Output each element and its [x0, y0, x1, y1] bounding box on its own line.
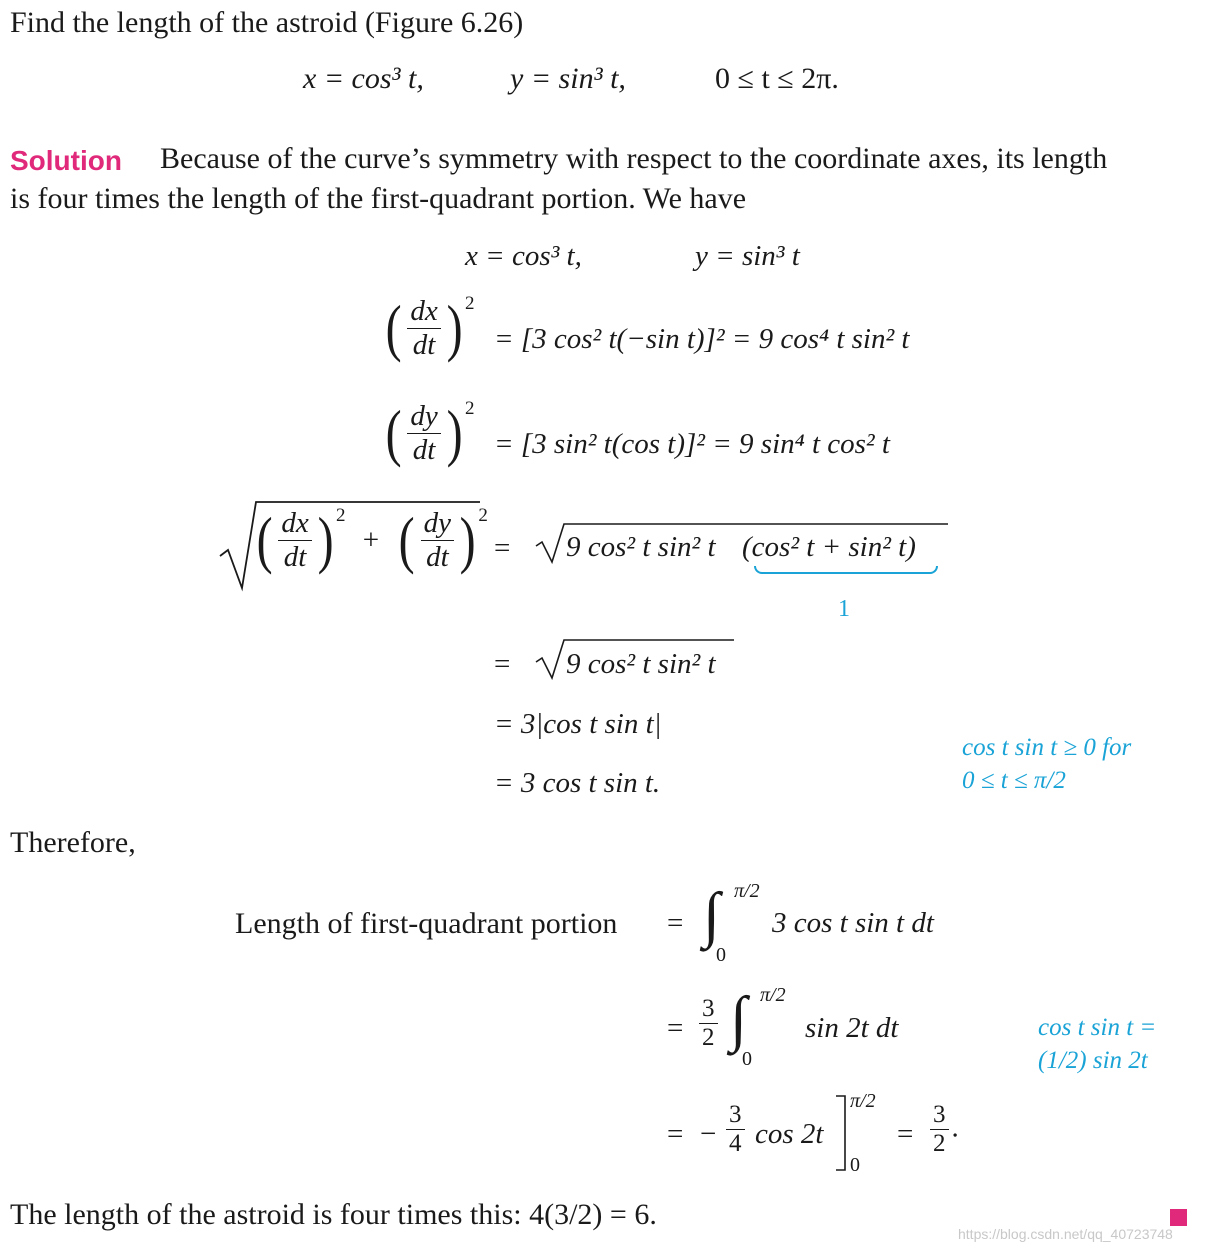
integral-2-upper: π/2 [760, 984, 786, 1006]
note-1-line-1: cos t sin t ≥ 0 for [962, 734, 1132, 761]
note-1-line-2: 0 ≤ t ≤ π/2 [962, 766, 1066, 794]
therefore: Therefore, [10, 826, 136, 859]
dy-dt-squared: ( $\frac{dy}{dt}$ ) 2 [385, 397, 475, 468]
integrand-1: 3 cos t sin t dt [772, 907, 934, 939]
dx-dt-squared: ( $\frac{dx}{dt}$ ) 2 [385, 292, 475, 363]
line-sqrt-content: 9 cos² t sin² t [566, 648, 716, 680]
sqrt-rhs-a: 9 cos² t sin² t [566, 531, 716, 563]
coef-frac: $\frac{3}{2}$ [696, 996, 721, 1052]
line-sqrt-equals: = [494, 648, 511, 680]
note-2-line-2: (1/2) sin 2t [1038, 1046, 1148, 1074]
equation-x: x = cos³ t, [303, 62, 424, 95]
solution-line-1: Because of the curve’s symmetry with respect to the coordinate axes, its length [160, 142, 1108, 175]
eval-upper: π/2 [850, 1090, 876, 1112]
minus-sign: − [700, 1118, 717, 1150]
eval-cos2t: cos 2t [755, 1118, 824, 1150]
dx-rhs: = [3 cos² t(−sin t)]² = 9 cos⁴ t sin² t [494, 323, 910, 355]
eval-equals: = [667, 1118, 684, 1150]
line-abs: = 3|cos t sin t| [494, 708, 662, 740]
integral-sign-1: ∫ [703, 881, 720, 949]
note-2 [1038, 1012, 1156, 1077]
integral-1-lower: 0 [716, 944, 726, 966]
integral-equals-2: = [667, 1012, 684, 1044]
note-1 [962, 732, 1131, 797]
conclusion: The length of the astroid is four times this: 4(3/2) = 6. [10, 1198, 657, 1231]
solution-label: Solution [10, 145, 122, 176]
solution-line-2: is four times the length of the first-quadrant portion. We have [10, 182, 747, 215]
integral-sign-2: ∫ [730, 985, 747, 1053]
sqrt-equals: = [494, 532, 511, 564]
step-y: y = sin³ t [695, 240, 800, 272]
integrand-2: sin 2t dt [805, 1012, 899, 1044]
result-equals: = [897, 1118, 914, 1150]
problem-statement: Find the length of the astroid (Figure 6.26) [10, 6, 524, 39]
integral-label: Length of first-quadrant portion [235, 907, 618, 940]
eval-frac: $\frac{3}{4}$ [723, 1102, 748, 1158]
note-2-line-1: cos t sin t = [1038, 1014, 1157, 1041]
equation-range: 0 ≤ t ≤ 2π. [715, 62, 839, 95]
result-frac: $\frac{3}{2}$ . [927, 1102, 959, 1158]
underbrace-value: 1 [838, 596, 850, 622]
eval-bracket [834, 1094, 848, 1174]
integral-1-upper: π/2 [734, 880, 760, 902]
dy-rhs: = [3 sin² t(cos t)]² = 9 sin⁴ t cos² t [494, 428, 890, 460]
eval-lower: 0 [850, 1154, 860, 1176]
underbrace [754, 566, 938, 574]
equation-y: y = sin³ t, [510, 62, 626, 95]
watermark: https://blog.csdn.net/qq_40723748 [958, 1226, 1173, 1242]
sqrt-lhs-content: ( $\frac{dx}{dt}$ ) 2 + ( $\frac{dy}{dt}$ ) 2 [256, 504, 488, 575]
integral-2-lower: 0 [742, 1048, 752, 1070]
qed-square [1170, 1209, 1187, 1226]
integral-equals-1: = [667, 907, 684, 939]
sqrt-rhs-b: (cos² t + sin² t) [742, 531, 916, 563]
step-x: x = cos³ t, [465, 240, 582, 272]
line-final: = 3 cos t sin t. [494, 767, 661, 799]
